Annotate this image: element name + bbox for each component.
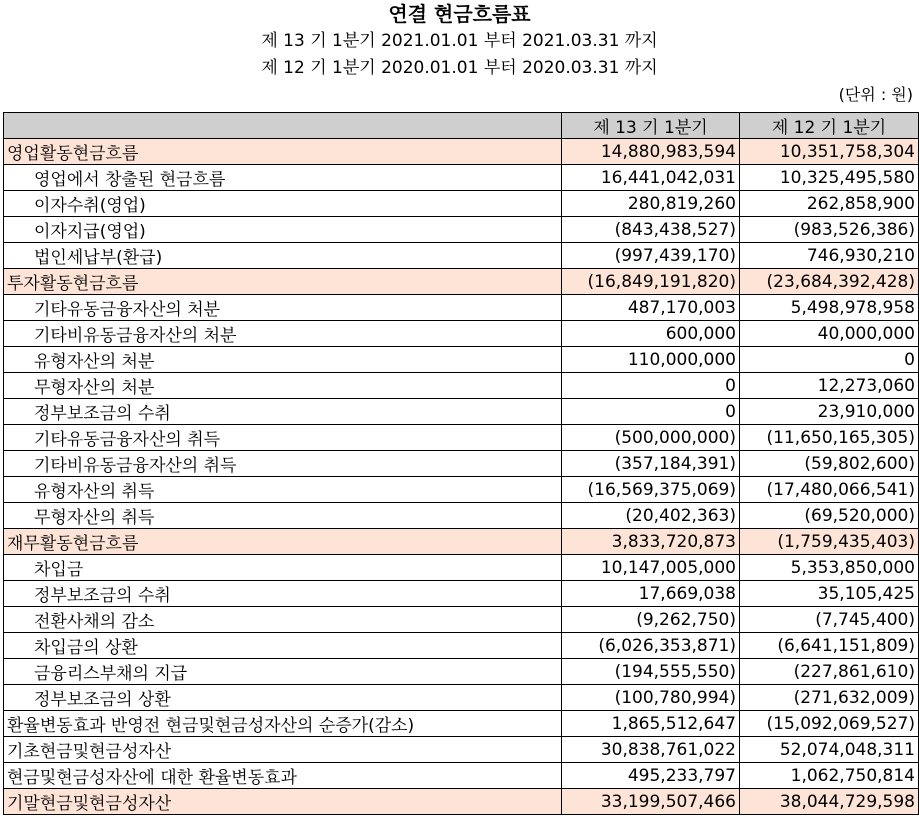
current-period-value: 1,865,512,647: [562, 711, 740, 737]
current-period-value: 33,199,507,466: [562, 789, 740, 815]
row-label: 전환사채의 감소: [4, 607, 562, 633]
section-row: [4, 139, 919, 165]
prior-period-value: 52,074,048,311: [740, 737, 919, 763]
row-label: 환율변동효과 반영전 현금및현금성자산의 순증가(감소): [4, 711, 562, 737]
prior-period-value: 5,353,850,000: [740, 555, 919, 581]
current-period-value: (9,262,750): [562, 607, 740, 633]
table-row: [4, 399, 919, 425]
table-row: [4, 685, 919, 711]
current-period-value: (997,439,170): [562, 243, 740, 269]
table-row: [4, 243, 919, 269]
table-row: [4, 425, 919, 451]
current-period-value: (16,569,375,069): [562, 477, 740, 503]
prior-period-value: 262,858,900: [740, 191, 919, 217]
prior-period-value: (1,759,435,403): [740, 529, 919, 555]
current-period-value: 600,000: [562, 321, 740, 347]
prior-period-value: 35,105,425: [740, 581, 919, 607]
prior-period-value: (11,650,165,305): [740, 425, 919, 451]
table-row: [4, 711, 919, 737]
row-label: 차입금: [4, 555, 562, 581]
period-current: 제 13 기 1분기 2021.01.01 부터 2021.03.31 까지: [261, 31, 658, 51]
current-period-value: 280,819,260: [562, 191, 740, 217]
row-label: 기타유동금융자산의 처분: [4, 295, 562, 321]
current-period-value: (194,555,550): [562, 659, 740, 685]
prior-period-value: (983,526,386): [740, 217, 919, 243]
current-period-value: (843,438,527): [562, 217, 740, 243]
prior-period-value: (69,520,000): [740, 503, 919, 529]
prior-period-value: 12,273,060: [740, 373, 919, 399]
section-row: [4, 529, 919, 555]
current-period-value: 10,147,005,000: [562, 555, 740, 581]
row-label: 영업에서 창출된 현금흐름: [4, 165, 562, 191]
row-label: 투자활동현금흐름: [4, 269, 562, 295]
prior-period-value: 5,498,978,958: [740, 295, 919, 321]
header-label: [4, 113, 562, 139]
row-label: 금융리스부채의 지급: [4, 659, 562, 685]
table-row: [4, 295, 919, 321]
row-label: 차입금의 상환: [4, 633, 562, 659]
current-period-value: 0: [562, 373, 740, 399]
prior-period-value: (6,641,151,809): [740, 633, 919, 659]
current-period-value: 0: [562, 399, 740, 425]
table-row: [4, 321, 919, 347]
row-label: 기초현금및현금성자산: [4, 737, 562, 763]
table-row: [4, 477, 919, 503]
current-period-value: (500,000,000): [562, 425, 740, 451]
statement-title: 연결 현금흐름표: [388, 2, 531, 26]
current-period-value: 14,880,983,594: [562, 139, 740, 165]
row-label: 유형자산의 처분: [4, 347, 562, 373]
header-prior-period: 제 12 기 1분기: [740, 113, 919, 139]
row-label: 정부보조금의 상환: [4, 685, 562, 711]
table-row: [4, 165, 919, 191]
current-period-value: 30,838,761,022: [562, 737, 740, 763]
prior-period-value: (15,092,069,527): [740, 711, 919, 737]
prior-period-value: (227,861,610): [740, 659, 919, 685]
row-label: 이자수취(영업): [4, 191, 562, 217]
prior-period-value: 40,000,000: [740, 321, 919, 347]
prior-period-value: 23,910,000: [740, 399, 919, 425]
unit-label: (단위 : 원): [838, 85, 913, 104]
table-row: [4, 373, 919, 399]
table-row: [4, 503, 919, 529]
prior-period-value: (17,480,066,541): [740, 477, 919, 503]
prior-period-value: (23,684,392,428): [740, 269, 919, 295]
section-row: [4, 269, 919, 295]
current-period-value: 110,000,000: [562, 347, 740, 373]
current-period-value: 495,233,797: [562, 763, 740, 789]
prior-period-value: 10,351,758,304: [740, 139, 919, 165]
row-label: 기말현금및현금성자산: [4, 789, 562, 815]
table-row: [4, 737, 919, 763]
section-row: [4, 789, 919, 815]
row-label: 유형자산의 취득: [4, 477, 562, 503]
current-period-value: (357,184,391): [562, 451, 740, 477]
prior-period-value: 10,325,495,580: [740, 165, 919, 191]
cash-flow-table: [3, 112, 919, 815]
prior-period-value: (7,745,400): [740, 607, 919, 633]
row-label: 정부보조금의 수취: [4, 581, 562, 607]
row-label: 재무활동현금흐름: [4, 529, 562, 555]
row-label: 이자지급(영업): [4, 217, 562, 243]
row-label: 무형자산의 처분: [4, 373, 562, 399]
table-row: [4, 581, 919, 607]
table-row: [4, 191, 919, 217]
table-header-row: [4, 113, 919, 139]
table-row: [4, 763, 919, 789]
table-row: [4, 633, 919, 659]
row-label: 기타비유동금융자산의 취득: [4, 451, 562, 477]
table-row: [4, 347, 919, 373]
period-prior: 제 12 기 1분기 2020.01.01 부터 2020.03.31 까지: [261, 58, 658, 78]
row-label: 현금및현금성자산에 대한 환율변동효과: [4, 763, 562, 789]
row-label: 기타유동금융자산의 취득: [4, 425, 562, 451]
row-label: 무형자산의 취득: [4, 503, 562, 529]
current-period-value: (6,026,353,871): [562, 633, 740, 659]
prior-period-value: (271,632,009): [740, 685, 919, 711]
prior-period-value: 38,044,729,598: [740, 789, 919, 815]
row-label: 법인세납부(환급): [4, 243, 562, 269]
row-label: 기타비유동금융자산의 처분: [4, 321, 562, 347]
prior-period-value: 746,930,210: [740, 243, 919, 269]
table-row: [4, 451, 919, 477]
prior-period-value: (59,802,600): [740, 451, 919, 477]
prior-period-value: 1,062,750,814: [740, 763, 919, 789]
current-period-value: 487,170,003: [562, 295, 740, 321]
header-current-period: 제 13 기 1분기: [562, 113, 740, 139]
table-row: [4, 555, 919, 581]
row-label: 영업활동현금흐름: [4, 139, 562, 165]
prior-period-value: 0: [740, 347, 919, 373]
current-period-value: (100,780,994): [562, 685, 740, 711]
current-period-value: 17,669,038: [562, 581, 740, 607]
current-period-value: (16,849,191,820): [562, 269, 740, 295]
table-row: [4, 659, 919, 685]
current-period-value: 3,833,720,873: [562, 529, 740, 555]
row-label: 정부보조금의 수취: [4, 399, 562, 425]
table-row: [4, 217, 919, 243]
current-period-value: 16,441,042,031: [562, 165, 740, 191]
current-period-value: (20,402,363): [562, 503, 740, 529]
table-row: [4, 607, 919, 633]
